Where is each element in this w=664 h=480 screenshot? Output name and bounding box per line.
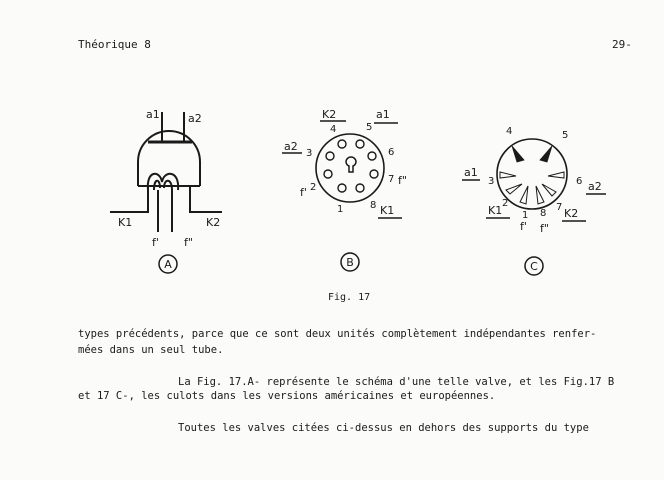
label-f2: f" — [184, 236, 193, 249]
paragraph-3-line-1: Toutes les valves citées ci-dessus en dehors des supports du type — [178, 422, 589, 434]
contact-6 — [548, 172, 564, 178]
pin-label-2: 2 — [502, 198, 509, 209]
valve-envelope — [138, 131, 200, 186]
label-a2: a2 — [188, 112, 202, 125]
contact-3 — [500, 172, 516, 178]
paragraph-1-line-1: types précédents, parce que ce sont deux unités complètement indépendantes renfer- — [78, 328, 597, 340]
label-a1: a1 — [464, 166, 478, 179]
pin-label-4: 4 — [506, 126, 513, 137]
pin-label-3: 3 — [488, 176, 495, 187]
panel-c-letter: C — [530, 260, 538, 273]
label-k1: K1 — [380, 204, 395, 217]
label-k2: K2 — [564, 207, 579, 220]
label-f1: f' — [520, 220, 527, 233]
pin-hole-3 — [326, 152, 334, 160]
pin-label-7: 7 — [556, 202, 563, 213]
socket-outline — [316, 134, 384, 202]
pin-hole-4 — [338, 140, 346, 148]
label-a1: a1 — [146, 108, 160, 121]
page-number: 29- — [612, 38, 632, 51]
pin-label-1: 1 — [337, 204, 344, 215]
panel-a-labels — [118, 108, 220, 249]
socket-key — [346, 157, 356, 172]
pin-label-3: 3 — [306, 148, 313, 159]
label-k1: K1 — [118, 216, 133, 229]
pin-hole-2 — [324, 170, 332, 178]
pin-hole-8 — [356, 184, 364, 192]
paragraph-2-line-1: La Fig. 17.A- représente le schéma d'une telle valve, et les Fig.17 B — [178, 376, 615, 388]
cathode-k1-lead — [110, 186, 148, 212]
contact-2 — [506, 184, 522, 194]
filament — [148, 174, 178, 190]
figure-caption: Fig. 17 — [328, 292, 371, 303]
header-left: Théorique 8 — [78, 38, 151, 51]
pin-hole-1 — [338, 184, 346, 192]
panel-b-socket — [316, 134, 384, 202]
pin-label-6: 6 — [388, 147, 395, 158]
panel-c-labels — [462, 126, 606, 235]
label-f1: f' — [152, 236, 159, 249]
contact-5 — [540, 146, 552, 162]
pin-label-4: 4 — [330, 124, 337, 135]
panel-b-letter: B — [346, 256, 354, 269]
label-k2: K2 — [206, 216, 221, 229]
pin-label-1: 1 — [522, 210, 529, 221]
pin-label-6: 6 — [576, 176, 583, 187]
pin-label-7: 7 — [388, 174, 395, 185]
panel-a-schematic — [110, 112, 222, 232]
label-f2: f" — [398, 174, 407, 187]
contact-7 — [542, 184, 556, 196]
label-a1: a1 — [376, 108, 390, 121]
paragraph-2-line-2: et 17 C-, les culots dans les versions américaines et européennes. — [78, 390, 496, 402]
pin-label-5: 5 — [562, 130, 569, 141]
label-f1: f' — [300, 186, 307, 199]
pin-hole-5 — [356, 140, 364, 148]
contact-1 — [520, 186, 528, 204]
panel-b-marker — [341, 253, 359, 271]
label-f2: f" — [540, 222, 549, 235]
pin-hole-7 — [370, 170, 378, 178]
contact-8 — [536, 186, 544, 204]
contact-4 — [512, 146, 524, 162]
label-k1: K1 — [488, 204, 503, 217]
cathode-k2-lead — [190, 186, 222, 212]
pin-label-5: 5 — [366, 122, 373, 133]
panel-a-letter: A — [164, 258, 172, 271]
label-a2: a2 — [588, 180, 602, 193]
pin-label-8: 8 — [370, 200, 377, 211]
pin-hole-6 — [368, 152, 376, 160]
panel-a-marker — [159, 255, 177, 273]
label-a2: a2 — [284, 140, 298, 153]
label-k2: K2 — [322, 108, 337, 121]
paragraph-1-line-2: mées dans un seul tube. — [78, 344, 224, 356]
pin-label-2: 2 — [310, 182, 317, 193]
panel-c-marker — [525, 257, 543, 275]
pin-label-8: 8 — [540, 208, 547, 219]
